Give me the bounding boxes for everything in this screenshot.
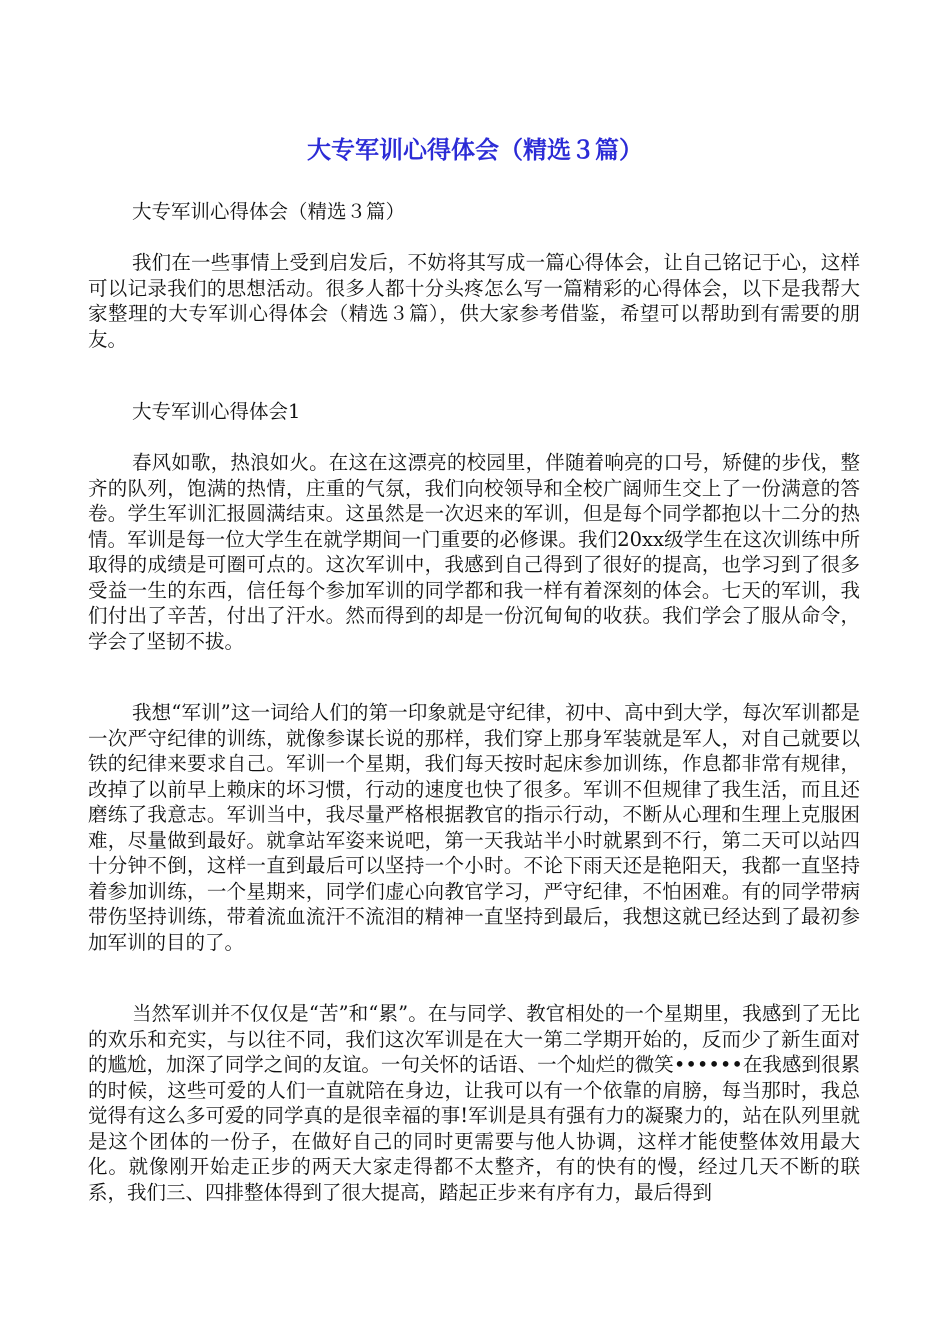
body-paragraph-3: 当然军训并不仅仅是“苦”和“累”。在与同学、教官相处的一个星期里，我感到了无比的欢乐和充实，与以往不同，我们这次军训是在大一第二学期开始的，反而少了新生面对的尴尬，加深了同学之间的友谊。一句关怀的话语、一个灿烂的微笑••••••在我感到很累的时候，这些可爱的人们一直就陪在身边，让我可以有一个依靠的肩膀，每当那时，我总觉得有这么多可爱的同学真的是很幸福的事!军训是具有强有力的凝聚力的，站在队列里就是这个团体的一份子，在做好自己的同时更需要与他人协调，这样才能使整体效用最大化。就像刚开始走正步的两天大家走得都不太整齐，有的快有的慢，经过几天不断的联系，我们三、四排整体得到了很大提高，踏起正步来有序有力，最后得到 — [88, 1002, 860, 1204]
intro-paragraph: 我们在一些事情上受到启发后，不妨将其写成一篇心得体会，让自己铭记于心，这样可以记录我们的思想活动。很多人都十分头疼怎么写一篇精彩的心得体会，以下是我帮大家整理的大专军训心得体会（精选３篇），供大家参考借鉴，希望可以帮助到有需要的朋友。 — [88, 251, 860, 351]
body-paragraph-1: 春风如歌，热浪如火。在这在这漂亮的校园里，伴随着响亮的口号，矫健的步伐，整齐的队列，饱满的热情，庄重的气氛，我们向校领导和全校广阔师生交上了一份满意的答卷。学生军训汇报圆满结束。这虽然是一次迟来的军训，但是每个同学都抱以十二分的热情。军训是每一位大学生在就学期间一门重要的必修课。我们20xx级学生在这次训练中所取得的成绩是可圈可点的。这次军训中，我感到自己得到了很好的提高，也学习到了很多受益一生的东西，信任每个参加军训的同学都和我一样有着深刻的体会。七天的军训，我们付出了辛苦，付出了汗水。然而得到的却是一份沉甸甸的收获。我们学会了服从命令，学会了坚韧不拔。 — [88, 451, 860, 653]
document-title: 大专军训心得体会（精选３篇） — [307, 136, 643, 164]
section-heading: 大专军训心得体会1 — [132, 400, 301, 423]
body-paragraph-2: 我想“军训”这一词给人们的第一印象就是守纪律，初中、高中到大学，每次军训都是一次严守纪律的训练，就像参谋长说的那样，我们穿上那身军装就是军人，对自己就要以铁的纪律来要求自己。军训一个星期，我们每天按时起床参加训练，作息都非常有规律，改掉了以前早上赖床的坏习惯，行动的速度也快了很多。军训不但规律了我生活，而且还磨练了我意志。军训当中，我尽量严格根据教官的指示行动，不断从心理和生理上克服困难，尽量做到最好。就拿站军姿来说吧，第一天我站半小时就累到不行，第二天可以站四十分钟不倒，这样一直到最后可以坚持一个小时。不论下雨天还是艳阳天，我都一直坚持着参加训练，一个星期来，同学们虚心向教官学习，严守纪律，不怕困难。有的同学带病带伤坚持训练，带着流血流汗不流泪的精神一直坚持到最后，我想这就已经达到了最初参加军训的目的了。 — [88, 701, 860, 954]
subtitle-paragraph: 大专军训心得体会（精选３篇） — [132, 200, 406, 223]
